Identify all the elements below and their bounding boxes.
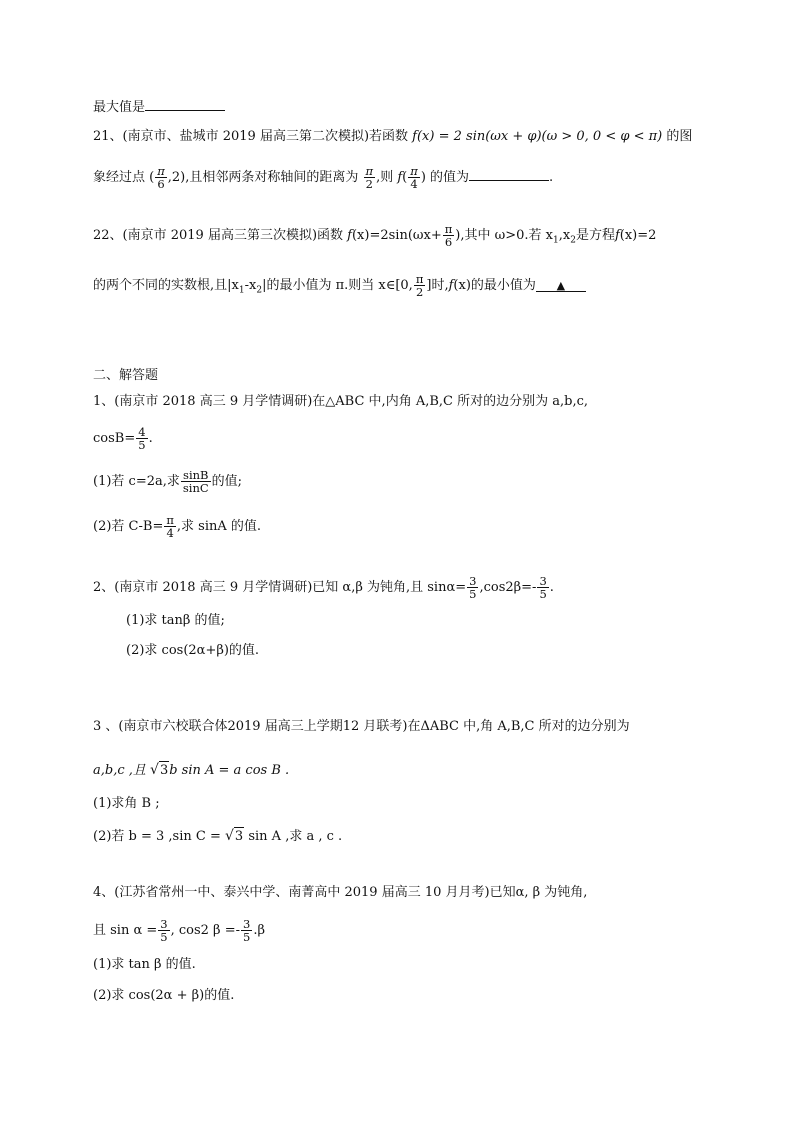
denominator: 5 — [243, 930, 251, 944]
question-22-line2 — [93, 273, 586, 300]
text: -x — [244, 278, 257, 293]
sqrt-icon: √ — [225, 828, 234, 844]
text: 22、(南京市 2019 届高三第三次模拟)函数 — [93, 228, 348, 243]
numerator: 3 — [539, 574, 547, 588]
section-title: 二、解答题 — [93, 368, 159, 383]
radicand: 3 — [159, 763, 169, 778]
problem-2-part1 — [126, 612, 225, 630]
denominator: 5 — [469, 587, 477, 601]
text: (2)若 C-B= — [93, 519, 164, 534]
problem-1-part1 — [93, 469, 242, 494]
problem-3-line2 — [93, 761, 289, 780]
fraction — [537, 575, 548, 600]
denominator: sinC — [182, 481, 209, 495]
text: . — [549, 170, 554, 185]
text: 4、(江苏省常州一中、泰兴中学、南菁高中 2019 届高三 10 月月考)已知α, β 为钝角, — [93, 885, 588, 900]
problem-3-part1 — [93, 795, 160, 813]
text: .β — [253, 923, 265, 938]
subscript: 1 — [238, 285, 245, 296]
problem-3-part2 — [93, 827, 342, 846]
subscript: 2 — [570, 235, 576, 246]
text: 3 、(南京市六校联合体2019 届高三上学期12 月联考)在ΔABC 中,角 A,B,C 所对的边分别为 — [93, 719, 630, 734]
formula: b sin A = a cos B . — [169, 763, 290, 778]
text: (x)=2 — [619, 228, 657, 243]
text: f — [412, 129, 417, 144]
numerator: π — [365, 164, 374, 178]
text: 且 sin α = — [93, 923, 158, 938]
text: (1)求 tan β 的值. — [93, 957, 196, 972]
numerator: π — [410, 164, 418, 178]
numerator: sinB — [181, 469, 211, 482]
text: (2)求 cos(2α + β)的值. — [93, 988, 235, 1003]
text: 的值为 — [425, 170, 470, 185]
fraction — [443, 223, 455, 248]
numerator: 3 — [160, 917, 168, 931]
text: 象经过点 ( — [93, 170, 155, 185]
answer-blank — [145, 98, 225, 111]
text: f — [448, 278, 454, 293]
text: f — [347, 228, 352, 243]
problem-4-part2 — [93, 987, 234, 1005]
text: f — [397, 170, 403, 185]
text: (1)求角 B ; — [93, 796, 160, 811]
text: 21、(南京市、盐城市 2019 届高三第二次模拟)若函数 — [93, 129, 413, 144]
text: f — [614, 228, 620, 243]
denominator: 2 — [415, 285, 424, 299]
text: , cos2 β =- — [170, 923, 240, 938]
text: ,且相邻两条对称轴间的距离为 — [185, 170, 363, 185]
denominator: 6 — [444, 235, 453, 249]
text: ,求 sinA 的值. — [176, 519, 262, 534]
subscript: 1 — [553, 235, 559, 246]
text: ,x — [558, 228, 571, 243]
denominator: 5 — [138, 438, 146, 452]
denominator: 5 — [539, 587, 547, 601]
text: 是方程 — [575, 228, 615, 243]
numerator: π — [157, 164, 165, 178]
problem-4-line2 — [93, 918, 265, 943]
text: 2、(南京市 2018 高三 9 月学情调研)已知 α,β 为钝角,且 sinα= — [93, 580, 467, 595]
answer-blank — [536, 277, 586, 292]
numerator: π — [166, 513, 174, 527]
text: 最大值是 — [93, 100, 146, 115]
text: ,cos2β=- — [479, 580, 537, 595]
fraction — [408, 165, 420, 190]
text: 1、(南京市 2018 高三 9 月学情调研)在△ABC 中,内角 A,B,C 所对的边分别为 a,b,c, — [93, 394, 588, 409]
text: (2)求 cos(2α+β)的值. — [126, 643, 260, 658]
text: 的图 — [662, 129, 693, 144]
triangle-icon: ▲ — [556, 279, 566, 292]
problem-2-part2 — [126, 642, 259, 660]
denominator: 2 — [365, 177, 373, 191]
fraction — [364, 165, 376, 190]
text: ,2) — [167, 170, 186, 185]
fraction — [136, 426, 147, 451]
fraction — [467, 575, 478, 600]
denominator: 4 — [166, 526, 174, 540]
question-21-line2 — [93, 165, 553, 190]
fraction — [155, 165, 167, 190]
denominator: 5 — [160, 930, 168, 944]
fraction — [181, 469, 211, 494]
text: (1)若 c=2a,求 — [93, 474, 180, 489]
fraction — [158, 918, 169, 943]
text: (2)若 b = 3 ,sin C = — [93, 829, 225, 844]
problem-1-line2 — [93, 426, 153, 451]
sqrt-icon: √ — [150, 762, 159, 778]
fraction — [414, 273, 426, 298]
text: sin A ,求 a , c . — [244, 829, 343, 844]
text: . — [148, 431, 153, 446]
text: ) — [420, 170, 426, 185]
answer-blank — [469, 168, 549, 181]
text: |的最小值为 π.则当 x∈[0, — [262, 278, 413, 293]
text: ),其中 ω>0.若 x — [455, 228, 553, 243]
text: a,b,c ,且 — [93, 763, 151, 778]
subscript: 2 — [256, 285, 263, 296]
numerator: 3 — [243, 917, 251, 931]
problem-2-line1 — [93, 575, 554, 600]
text: ]时, — [426, 278, 449, 293]
text: (1)求 tanβ 的值; — [126, 613, 225, 628]
text: ( — [402, 170, 408, 185]
question-22-line1 — [93, 223, 656, 250]
text: 的值; — [211, 474, 243, 489]
text: ,则 — [376, 170, 398, 185]
problem-3-line1 — [93, 718, 630, 736]
numerator: 4 — [138, 425, 146, 439]
problem-1-line1 — [93, 393, 588, 411]
text: 的两个不同的实数根,且|x — [93, 278, 239, 293]
numerator: π — [415, 272, 424, 286]
numerator: 3 — [469, 574, 477, 588]
radicand: 3 — [234, 829, 244, 844]
formula: (x)=2sin(ωx+ — [351, 228, 442, 243]
fraction — [164, 514, 176, 539]
denominator: 4 — [410, 177, 418, 191]
problem-4-part1 — [93, 956, 196, 974]
text: (x)的最小值为 — [453, 278, 536, 293]
text: . — [549, 580, 554, 595]
problem-4-line1 — [93, 884, 587, 902]
section-heading — [93, 367, 158, 385]
fraction — [241, 918, 252, 943]
problem-1-part2 — [93, 514, 261, 539]
formula: (x) = 2 sin(ωx + φ)(ω > 0, 0 < φ < π) — [416, 129, 663, 144]
question-21-line1 — [93, 128, 692, 146]
numerator: π — [444, 222, 453, 236]
line-max-value — [93, 98, 225, 117]
text: cosB= — [93, 431, 136, 446]
denominator: 6 — [157, 177, 165, 191]
